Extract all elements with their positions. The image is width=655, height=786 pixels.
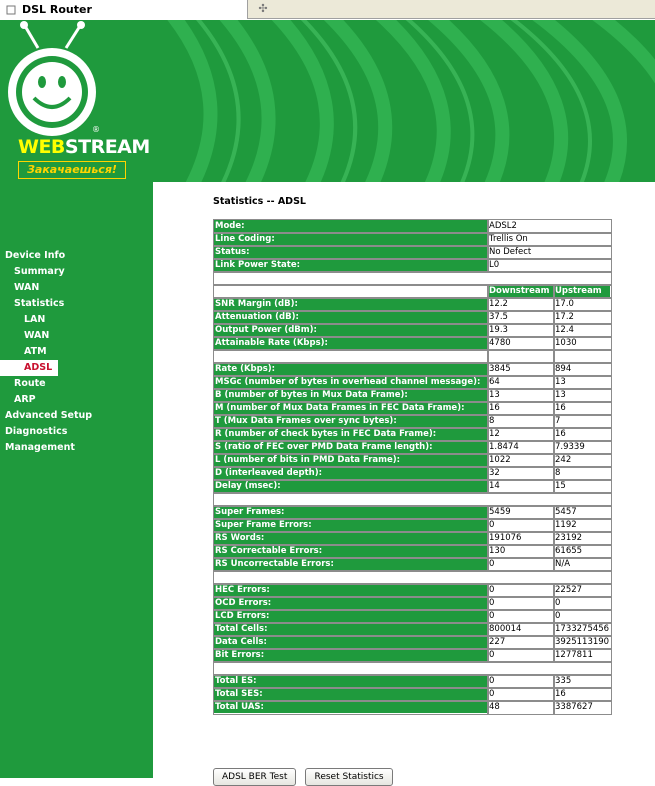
upstream-value: 15 xyxy=(554,480,611,493)
row-label: OCD Errors: xyxy=(214,597,488,610)
downstream-value xyxy=(488,350,554,363)
upstream-value: N/A xyxy=(554,558,611,571)
stat-row xyxy=(214,675,611,688)
upstream-value: 7 xyxy=(554,415,611,428)
stat-row xyxy=(214,415,611,428)
upstream-value: 13 xyxy=(554,376,611,389)
downstream-value: 0 xyxy=(488,649,554,662)
spacer-row xyxy=(214,493,611,506)
stat-row xyxy=(214,558,611,571)
row-label: Total SES: xyxy=(214,688,488,701)
svg-text:®: ® xyxy=(92,125,100,134)
row-label: Delay (msec): xyxy=(214,480,488,493)
nav-statistics-adsl[interactable]: ADSL xyxy=(0,360,58,376)
stat-row xyxy=(214,545,611,558)
stat-row xyxy=(214,532,611,545)
status-row xyxy=(214,220,611,233)
upstream-value: 3387627 xyxy=(554,701,611,714)
row-label: T (Mux Data Frames over sync bytes): xyxy=(214,415,488,428)
upstream-value: 23192 xyxy=(554,532,611,545)
downstream-value: 0 xyxy=(488,558,554,571)
sidebar xyxy=(0,182,153,778)
adsl-ber-test-button[interactable]: ADSL BER Test xyxy=(213,768,296,786)
reset-statistics-button[interactable]: Reset Statistics xyxy=(305,768,392,786)
row-value: Trellis On xyxy=(488,233,611,246)
stat-row xyxy=(214,324,611,337)
stat-row xyxy=(214,610,611,623)
stat-row xyxy=(214,428,611,441)
upstream-value: 7.9339 xyxy=(554,441,611,454)
upstream-value: 1733275456 xyxy=(555,624,610,634)
stat-row xyxy=(214,688,611,701)
upstream-value: 0 xyxy=(554,597,611,610)
downstream-value: 48 xyxy=(488,701,554,714)
row-label: Link Power State: xyxy=(214,259,488,272)
stat-row xyxy=(214,363,611,376)
header-spacer-cell xyxy=(214,285,488,298)
spacer-cell xyxy=(214,571,611,584)
downstream-value: 16 xyxy=(488,402,554,415)
row-label: MSGc (number of bytes in overhead channel message): xyxy=(214,376,488,389)
brand-name: WEBSTREAM xyxy=(18,136,150,158)
row-label: SNR Margin (dB): xyxy=(214,298,488,311)
stat-row xyxy=(214,519,611,532)
stat-row xyxy=(214,454,611,467)
downstream-value: 0 xyxy=(488,597,554,610)
row-label: L (number of bits in PMD Data Frame): xyxy=(214,454,488,467)
upstream-value: 61655 xyxy=(554,545,611,558)
upstream-value: 16 xyxy=(554,688,611,701)
downstream-value: 0 xyxy=(488,675,554,688)
upstream-value: 8 xyxy=(554,467,611,480)
upstream-value: 3925113190 xyxy=(555,637,610,647)
upstream-value: 1277811 xyxy=(554,649,611,662)
stat-row xyxy=(214,584,611,597)
row-label: Line Coding: xyxy=(214,233,488,246)
row-label: RS Words: xyxy=(214,532,488,545)
row-label: Output Power (dBm): xyxy=(214,324,488,337)
page-icon xyxy=(6,5,16,15)
browser-tab-bar xyxy=(0,0,655,19)
browser-tab[interactable] xyxy=(0,0,248,19)
column-header-row xyxy=(214,285,611,298)
upstream-value: 17.2 xyxy=(554,311,611,324)
status-row xyxy=(214,233,611,246)
downstream-value: 13 xyxy=(488,389,554,402)
row-label: Data Cells: xyxy=(214,636,488,649)
nav-statistics-wan[interactable]: WAN xyxy=(24,330,50,341)
downstream-value: 12.2 xyxy=(488,298,554,311)
stat-row xyxy=(214,402,611,415)
spacer-cell xyxy=(214,662,611,675)
upstream-value: 12.4 xyxy=(554,324,611,337)
spacer-row xyxy=(214,571,611,584)
nav-advanced-setup[interactable]: Advanced Setup xyxy=(5,410,93,421)
page-title: Statistics -- ADSL xyxy=(213,196,306,207)
upstream-value: 242 xyxy=(554,454,611,467)
downstream-value: 32 xyxy=(488,467,554,480)
downstream-value: 3845 xyxy=(488,363,554,376)
nav-device-info[interactable]: Device Info xyxy=(5,250,66,261)
upstream-value: 22527 xyxy=(554,584,611,597)
row-value: ADSL2 xyxy=(488,220,611,233)
row-label: Attenuation (dB): xyxy=(214,311,488,324)
row-label: Mode: xyxy=(214,220,488,233)
downstream-header: Downstream xyxy=(488,285,554,298)
upstream-value: 1030 xyxy=(554,337,611,350)
row-label: S (ratio of FEC over PMD Data Frame length): xyxy=(214,441,488,454)
plus-icon[interactable]: ✣ xyxy=(258,2,268,15)
row-label: M (number of Mux Data Frames in FEC Data Frame): xyxy=(214,402,488,415)
button-bar xyxy=(213,764,397,786)
downstream-value: 0 xyxy=(488,519,554,532)
sidebar-nav xyxy=(0,248,153,456)
downstream-value: 8 xyxy=(488,415,554,428)
upstream-value: 13 xyxy=(554,389,611,402)
stat-row xyxy=(214,350,611,363)
downstream-value: 64 xyxy=(488,376,554,389)
row-label: Total Cells: xyxy=(214,623,488,636)
row-label xyxy=(214,350,488,363)
upstream-header: Upstream xyxy=(554,285,611,298)
nav-diagnostics[interactable]: Diagnostics xyxy=(5,426,68,437)
stat-row xyxy=(214,701,611,714)
row-label: Rate (Kbps): xyxy=(214,363,488,376)
row-label: HEC Errors: xyxy=(214,584,488,597)
row-value: No Defect xyxy=(488,246,611,259)
downstream-value: 0 xyxy=(488,610,554,623)
nav-statistics[interactable]: Statistics xyxy=(14,298,65,309)
upstream-value: 5457 xyxy=(554,506,611,519)
downstream-value: 0 xyxy=(488,688,554,701)
stat-row xyxy=(214,506,611,519)
row-label: Total ES: xyxy=(214,675,488,688)
row-label: LCD Errors: xyxy=(214,610,488,623)
stat-row xyxy=(214,441,611,454)
upstream-value xyxy=(554,350,611,363)
downstream-value: 5459 xyxy=(488,506,554,519)
downstream-value: 14 xyxy=(488,480,554,493)
smiley-logo-icon xyxy=(0,20,110,145)
stat-row xyxy=(214,376,611,389)
downstream-value: 191076 xyxy=(488,532,554,545)
downstream-value: 227 xyxy=(488,636,554,649)
stat-row xyxy=(214,480,611,493)
upstream-value: 1192 xyxy=(554,519,611,532)
row-label: B (number of bytes in Mux Data Frame): xyxy=(214,389,488,402)
nav-summary[interactable]: Summary xyxy=(14,266,65,277)
nav-statistics-atm[interactable]: ATM xyxy=(24,346,47,357)
status-row xyxy=(214,259,611,272)
stat-row xyxy=(214,337,611,350)
brand-slogan: Закачаешься! xyxy=(18,161,126,179)
row-label: Bit Errors: xyxy=(214,649,488,662)
upstream-value: 0 xyxy=(554,610,611,623)
downstream-value: 0 xyxy=(488,584,554,597)
row-label: RS Uncorrectable Errors: xyxy=(214,558,488,571)
adsl-stats-table xyxy=(213,219,611,714)
nav-wan[interactable]: WAN xyxy=(14,282,40,293)
downstream-value: 1022 xyxy=(488,454,554,467)
nav-statistics-lan[interactable]: LAN xyxy=(24,314,46,325)
row-value: L0 xyxy=(488,259,611,272)
upstream-value: 894 xyxy=(554,363,611,376)
nav-route[interactable]: Route xyxy=(14,378,46,389)
downstream-value: 1.8474 xyxy=(488,441,554,454)
row-label: Super Frames: xyxy=(214,506,488,519)
stat-row xyxy=(214,649,611,662)
row-label: Status: xyxy=(214,246,488,259)
downstream-value: 800014 xyxy=(488,623,554,636)
row-label: Super Frame Errors: xyxy=(214,519,488,532)
browser-tab-title: DSL Router xyxy=(22,3,92,16)
spacer-row xyxy=(214,272,611,285)
stat-row xyxy=(214,311,611,324)
stat-row xyxy=(214,597,611,610)
nav-management[interactable]: Management xyxy=(5,442,75,453)
stat-row xyxy=(214,623,611,636)
upstream-value: 17.0 xyxy=(554,298,611,311)
status-row xyxy=(214,246,611,259)
main-content xyxy=(153,182,655,782)
spacer-row xyxy=(214,662,611,675)
downstream-value: 37.5 xyxy=(488,311,554,324)
nav-arp[interactable]: ARP xyxy=(14,394,36,405)
downstream-value: 130 xyxy=(488,545,554,558)
stat-row xyxy=(214,298,611,311)
spacer-cell xyxy=(214,272,611,285)
stat-row xyxy=(214,467,611,480)
upstream-value: 16 xyxy=(554,402,611,415)
row-label: R (number of check bytes in FEC Data Frame): xyxy=(214,428,488,441)
downstream-value: 19.3 xyxy=(488,324,554,337)
upstream-value: 335 xyxy=(554,675,611,688)
row-label: D (interleaved depth): xyxy=(214,467,488,480)
row-label: Attainable Rate (Kbps): xyxy=(214,337,488,350)
downstream-value: 12 xyxy=(488,428,554,441)
upstream-value: 16 xyxy=(554,428,611,441)
row-label: RS Correctable Errors: xyxy=(214,545,488,558)
downstream-value: 4780 xyxy=(488,337,554,350)
spacer-cell xyxy=(214,493,611,506)
row-label: Total UAS: xyxy=(214,701,488,714)
stat-row xyxy=(214,389,611,402)
stat-row xyxy=(214,636,611,649)
